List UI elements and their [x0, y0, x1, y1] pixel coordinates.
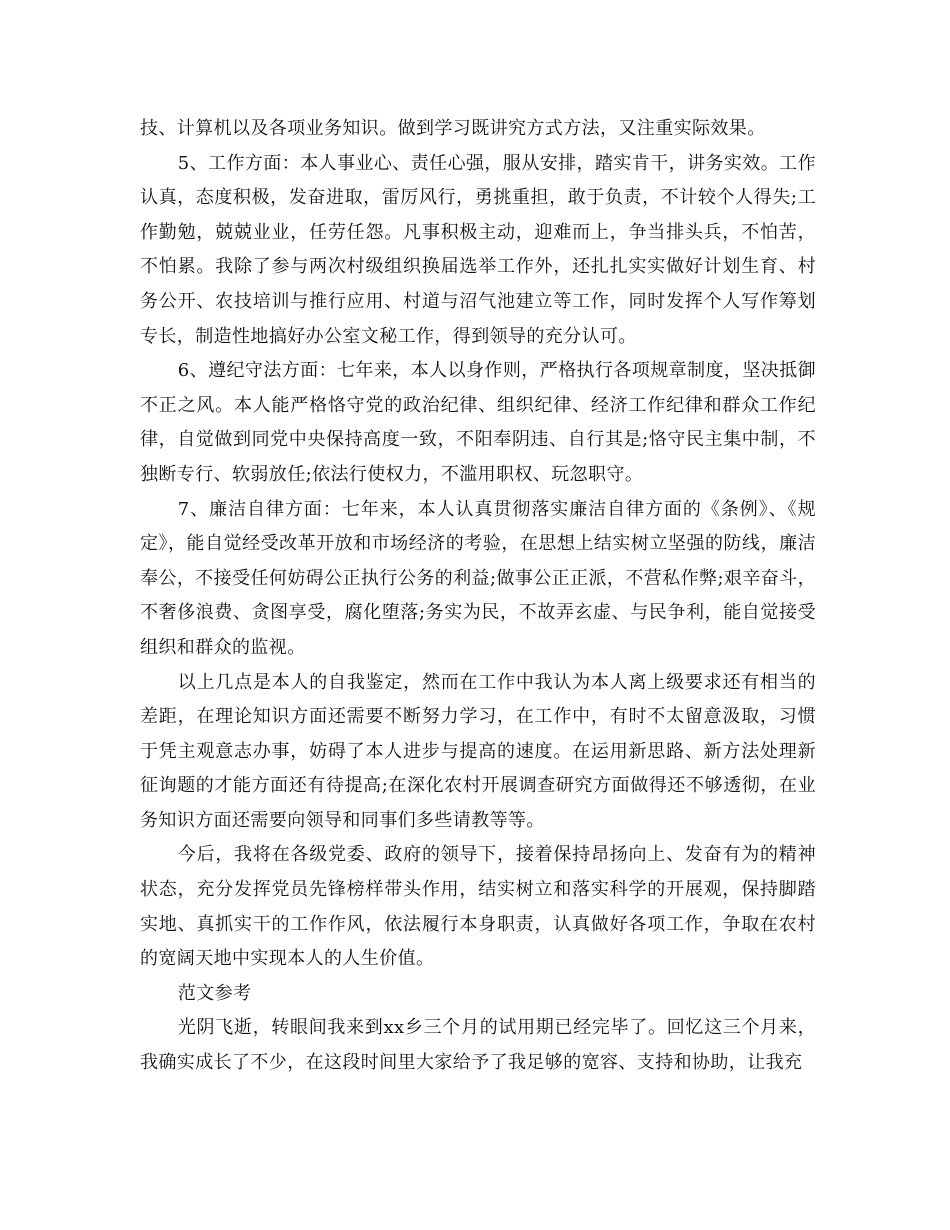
paragraph-integrity-aspect: 7、廉洁自律方面：七年来，本人认真贯彻落实廉洁自律方面的《条例》、《规定》，能自觉经受改革开放和市场经济的考验，在思想上结实树立坚强的防线，廉洁奉公，不接受任何妨碍公正执行公务的利益;做事公正正派，不营私作弊;艰辛奋斗，不奢侈浪费、贪图享受，腐化堕落;务实为民，不故弄玄虚、与民争利，能自觉接受组织和群众的监视。: [140, 498, 816, 658]
document-page: [140, 112, 816, 1081]
paragraph-self-assessment: 以上几点是本人的自我鉴定，然而在工作中我认为本人离上级要求还有相当的差距，在理论知识方面还需要不断努力学习，在工作中，有时不太留意汲取，习惯于凭主观意志办事，妨碍了本人进步与提高的速度。在运用新思路、新方法处理新征询题的才能方面还有待提高;在深化农村开展调查研究方面做得还不够透彻，在业务知识方面还需要向领导和同事们多些请教等等。: [140, 671, 816, 831]
paragraph-work-aspect: 5、工作方面：本人事业心、责任心强，服从安排，踏实肯干，讲务实效。工作认真，态度积极，发奋进取，雷厉风行，勇挑重担，敢于负责，不计较个人得失;工作勤勉，兢兢业业，任劳任怨。凡事积极主动，迎难而上，争当排头兵，不怕苦，不怕累。我除了参与两次村级组织换届选举工作外，还扎扎实实做好计划生育、村务公开、农技培训与推行应用、村道与沼气池建立等工作，同时发挥个人写作筹划专长，制造性地搞好办公室文秘工作，得到领导的充分认可。: [140, 152, 816, 347]
paragraph-sample-opening: 光阴飞逝，转眼间我来到xx乡三个月的试用期已经完毕了。回忆这三个月来，我确实成长了不少，在这段时间里大家给予了我足够的宽容、支持和协助，让我充: [140, 1017, 816, 1074]
paragraph-future-plans: 今后，我将在各级党委、政府的领导下，接着保持昂扬向上、发奋有为的精神状态，充分发挥党员先锋榜样带头作用，结实树立和落实科学的开展观，保持脚踏实地、真抓实干的工作作风，依法履行本身职责，认真做好各项工作，争取在农村的宽阔天地中实现本人的人生价值。: [140, 844, 816, 970]
paragraph-discipline-aspect: 6、遵纪守法方面：七年来，本人以身作则，严格执行各项规章制度，坚决抵御不正之风。本人能严格恪守党的政治纪律、组织纪律、经济工作纪律和群众工作纪律，自觉做到同党中央保持高度一致，不阳奉阴违、自行其是;恪守民主集中制，不独断专行、软弱放任;依法行使权力，不滥用职权、玩忽职守。: [140, 360, 816, 485]
paragraph-study-continuation: 技、计算机以及各项业务知识。做到学习既讲究方式方法，又注重实际效果。: [140, 118, 766, 139]
section-heading: 范文参考: [177, 982, 252, 1004]
